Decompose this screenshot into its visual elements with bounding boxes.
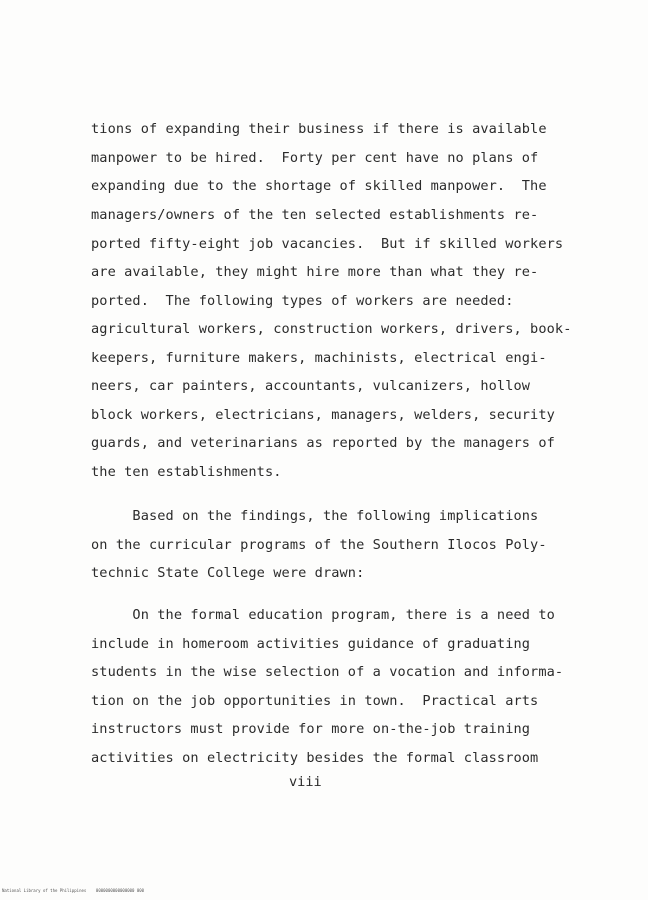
text-line: tions of expanding their business if there is available <box>91 121 547 137</box>
text-line: on the curricular programs of the Southern Ilocos Poly- <box>91 537 547 553</box>
text-line: manpower to be hired. Forty per cent have no plans of <box>91 150 539 166</box>
text-line: Based on the findings, the following implications <box>91 508 539 524</box>
text-line: tion on the job opportunities in town. Practical arts <box>91 693 539 709</box>
text-line: ported. The following types of workers are needed: <box>91 293 514 309</box>
text-line: neers, car painters, accountants, vulcanizers, hollow <box>91 378 531 394</box>
text-line: On the formal education program, there is a need to <box>91 607 555 623</box>
scan-footer: National Library of the Philippines 0000000000000000 000 <box>2 888 145 893</box>
text-line: expanding due to the shortage of skilled manpower. The <box>91 178 547 194</box>
text-line: include in homeroom activities guidance of graduating <box>91 636 531 652</box>
text-line: instructors must provide for more on-the-job training <box>91 721 531 737</box>
text-line: agricultural workers, construction workers, drivers, book- <box>91 321 572 337</box>
page-number: viii <box>289 774 322 790</box>
text-line: block workers, electricians, managers, welders, security <box>91 407 555 423</box>
text-line: ported fifty-eight job vacancies. But if skilled workers <box>91 236 564 252</box>
text-line: are available, they might hire more than what they re- <box>91 264 539 280</box>
text-line: managers/owners of the ten selected establishments re- <box>91 207 539 223</box>
text-line: the ten establishments. <box>91 464 282 480</box>
text-line: students in the wise selection of a vocation and informa- <box>91 664 564 680</box>
text-line: technic State College were drawn: <box>91 565 365 581</box>
text-line: keepers, furniture makers, machinists, electrical engi- <box>91 350 547 366</box>
text-line: guards, and veterinarians as reported by the managers of <box>91 435 555 451</box>
text-line: activities on electricity besides the formal classroom <box>91 750 539 766</box>
